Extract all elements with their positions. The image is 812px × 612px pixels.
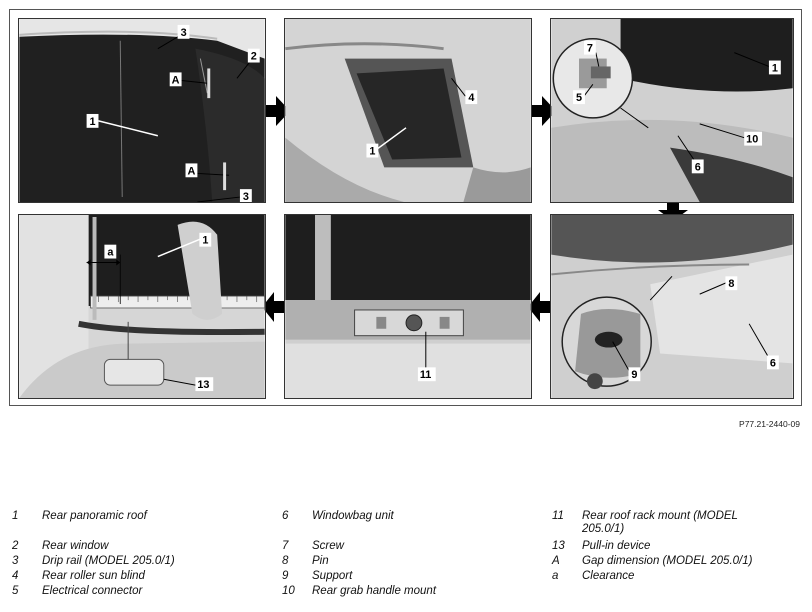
p4-callout-13: 13	[197, 379, 210, 392]
legend-number: 10	[282, 585, 295, 597]
p1-callout-2: 2	[250, 50, 257, 63]
p1-callout-3-bottom: 3	[242, 191, 249, 202]
p3-callout-1: 1	[771, 62, 778, 75]
legend-text: Rear window	[42, 540, 109, 552]
figure-frame	[9, 9, 802, 406]
p1-callout-3-top: 3	[180, 26, 187, 39]
p4-callout-1: 1	[202, 234, 209, 247]
panel-1-roof-exterior	[18, 18, 266, 203]
p2-callout-1: 1	[369, 145, 376, 158]
legend-number: 4	[12, 570, 19, 582]
p2-callout-4: 4	[468, 92, 475, 105]
panel-2-illustration	[285, 19, 531, 202]
panel-3-illustration	[551, 19, 793, 202]
p1-callout-1: 1	[89, 115, 96, 128]
legend-text: Screw	[312, 540, 344, 552]
panel-4-illustration	[19, 215, 265, 398]
p4-callout-a: a	[107, 246, 114, 259]
legend-text: Rear roof rack mount (MODEL 205.0/1)	[582, 510, 738, 535]
panel-6-windowbag	[550, 214, 794, 399]
legend-text: Rear panoramic roof	[42, 510, 147, 522]
legend-text: Pull-in device	[582, 540, 651, 552]
panel-5-illustration	[285, 215, 531, 398]
p6-callout-9: 9	[631, 369, 638, 382]
legend	[0, 510, 812, 610]
legend-number: 1	[12, 510, 19, 522]
legend-text: Support	[312, 570, 353, 582]
legend-text: Rear roller sun blind	[42, 570, 145, 582]
legend-text: Pin	[312, 555, 329, 567]
p3-callout-5: 5	[576, 92, 583, 105]
legend-number: 13	[552, 540, 565, 552]
p1-callout-A-bottom: A	[187, 165, 196, 178]
legend-number: 7	[282, 540, 289, 552]
legend-number: A	[552, 555, 560, 567]
p3-callout-6: 6	[694, 161, 701, 174]
legend-number: 3	[12, 555, 19, 567]
panel-6-illustration	[551, 215, 793, 398]
legend-number: 11	[552, 510, 564, 522]
panel-1-illustration	[19, 19, 265, 202]
legend-number: a	[552, 570, 559, 582]
legend-text: Drip rail (MODEL 205.0/1)	[42, 555, 175, 567]
p1-callout-A-top: A	[171, 74, 180, 87]
p5-callout-11: 11	[419, 369, 432, 382]
p3-callout-7: 7	[586, 42, 593, 55]
panel-3-connector	[550, 18, 794, 203]
legend-number: 8	[282, 555, 289, 567]
p3-callout-10: 10	[746, 133, 759, 146]
legend-number: 9	[282, 570, 289, 582]
legend-text: Gap dimension (MODEL 205.0/1)	[582, 555, 753, 567]
legend-text: Clearance	[582, 570, 635, 582]
legend-text: Rear grab handle mount	[312, 585, 437, 597]
legend-text: Windowbag unit	[312, 510, 394, 522]
p6-callout-6: 6	[769, 357, 776, 370]
legend-number: 5	[12, 585, 19, 597]
panel-4-clearance	[18, 214, 266, 399]
panel-5-rack-mount	[284, 214, 532, 399]
legend-text: Electrical connector	[42, 585, 143, 597]
p6-callout-8: 8	[728, 278, 735, 291]
figure-code: P77.21-2440-09	[739, 419, 800, 429]
legend-number: 2	[12, 540, 19, 552]
panel-2-headliner	[284, 18, 532, 203]
legend-number: 6	[282, 510, 289, 522]
